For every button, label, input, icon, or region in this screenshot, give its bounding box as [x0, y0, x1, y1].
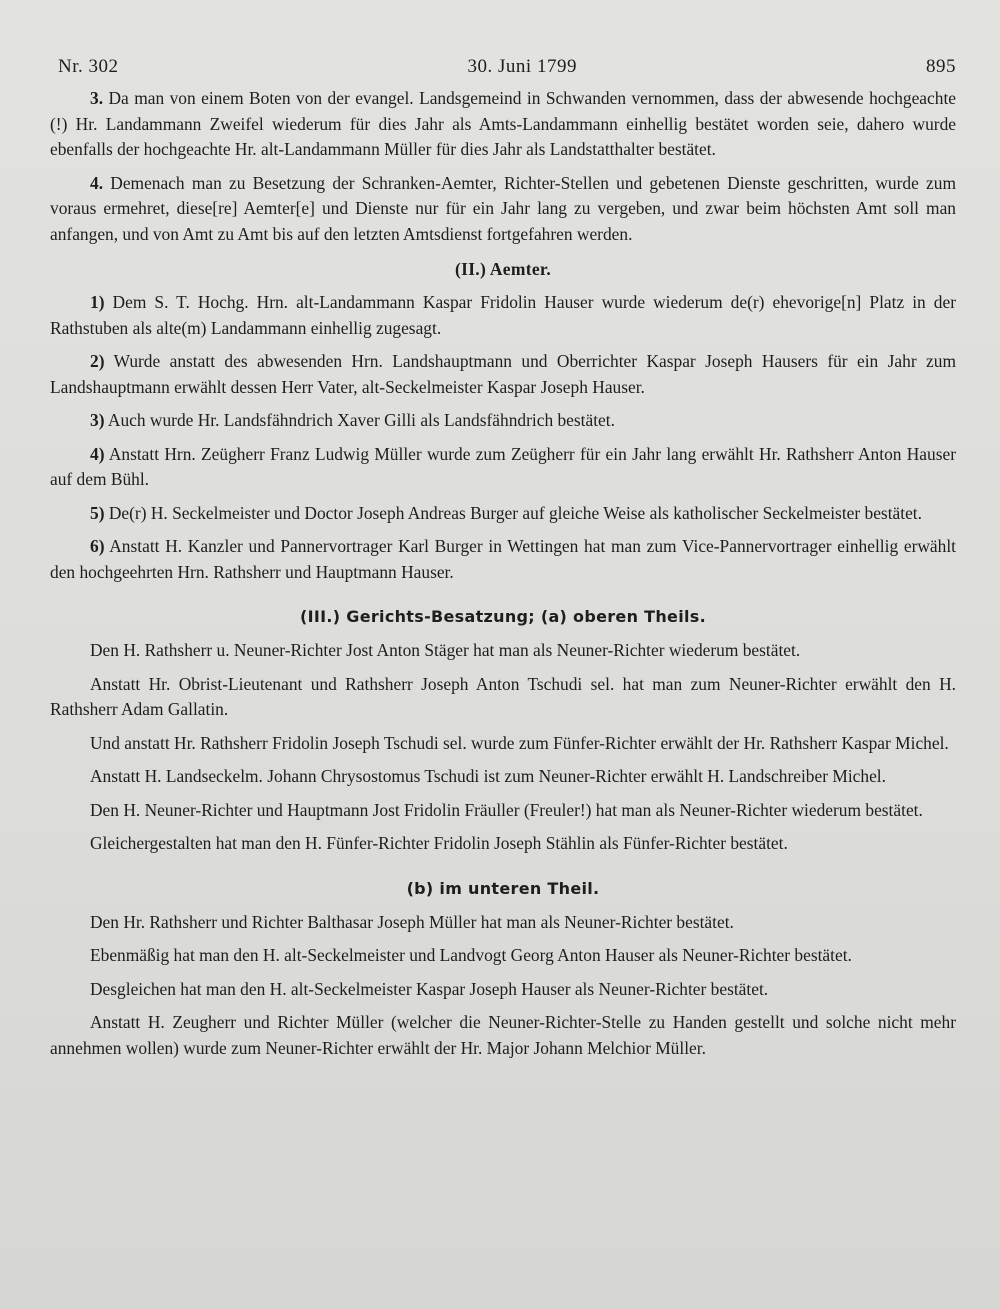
item-number: 3): [90, 410, 105, 430]
oberen-entry: Anstatt Hr. Obrist-Lieutenant und Rathsherr Joseph Anton Tschudi sel. hat man zum Neuner-Richter erwählt den H. Rathsherr Adam Gallatin.: [50, 673, 956, 719]
unteren-entry: Den Hr. Rathsherr und Richter Balthasar Joseph Müller hat man als Neuner-Richter bestätet.: [90, 911, 734, 932]
document-number: Nr. 302: [58, 56, 119, 77]
oberen-entry: Und anstatt Hr. Rathsherr Fridolin Joseph Tschudi sel. wurde zum Fünfer-Richter erwählt der Hr. Rathsherr Kaspar Michel.: [90, 732, 949, 753]
item-text: De(r) H. Seckelmeister und Doctor Joseph Andreas Burger auf gleiche Weise als katholischer Seckelmeister bestätet.: [104, 502, 922, 523]
item-number: 2): [90, 351, 105, 371]
paragraph-3: [50, 86, 956, 163]
paragraph-number: 3.: [90, 88, 104, 108]
paragraph-text: Da man von einem Boten von der evangel. Landsgemeind in Schwanden vernommen, dass der abwesende hochgeachte (!) Hr. Landammann Zweifel wiederum für dies Jahr als Amts-Landammann einhellig bestätet worden seie, dahero wurde ebenfalls der hochgeachte Hr. alt-Landammann Müller für dies Jahr als Landstatthalter bestätet.: [50, 88, 956, 159]
oberen-entry: Gleichergestalten hat man den H. Fünfer-Richter Fridolin Joseph Stählin als Fünfer-Richter bestätet.: [90, 833, 788, 853]
page-number: 895: [926, 56, 956, 77]
item-text: Anstatt H. Kanzler und Pannervortrager Karl Burger in Wettingen hat man zum Vice-Pannervortrager einhellig erwählt den hochgeehrten Hrn. Rathsherr und Hauptmann Hauser.: [50, 536, 956, 582]
aemter-item-2: [50, 349, 956, 400]
item-text: Dem S. T. Hochg. Hrn. alt-Landammann Kaspar Fridolin Hauser wurde wiederum de(r) ehevorige[n] Platz in der Rathstuben als alte(m) Landammann einhellig zugesagt.: [50, 292, 956, 338]
item-text: Auch wurde Hr. Landsfähndrich Xaver Gilli als Landsfähndrich bestätet.: [104, 410, 615, 430]
section-heading-aemter: (II.) Aemter.: [454, 259, 552, 279]
aemter-item-4: [50, 442, 956, 493]
item-number: 6): [90, 536, 105, 556]
paragraph-text: Demenach man zu Besetzung der Schranken-Aemter, Richter-Stellen und gebetenen Dienste geschritten, wurde zum voraus ermehret, diese[re] Aemter[e] und Dienste nur für ein Jahr lang zu vergeben, und zwar beim höchsten Amt soll man anfangen, und von Amt zu Amt bis auf den letzten Amtsdienst fortgefahren werden.: [50, 172, 956, 244]
unteren-entry: Anstatt H. Zeugherr und Richter Müller (welcher die Neuner-Richter-Stelle zu Handen gestellt und solche nicht mehr annehmen wollen) wurde zum Neuner-Richter erwählt der Hr. Major Johann Melchior Müller.: [50, 1012, 956, 1058]
unteren-entry: Ebenmäßig hat man den H. alt-Seckelmeister und Landvogt Georg Anton Hauser als Neuner-Richter bestätet.: [90, 945, 852, 965]
item-number: 1): [90, 292, 105, 312]
aemter-item-5: [50, 501, 956, 527]
section-heading-gerichts-besatzung: (III.) Gerichts-Besatzung; (a) oberen Theils.: [300, 607, 706, 626]
page-header: [50, 56, 956, 78]
aemter-item-6: [50, 534, 956, 585]
section-heading-unteren-theil: (b) im unteren Theil.: [406, 878, 600, 898]
item-number: 4): [90, 443, 105, 464]
paragraph-4: [50, 171, 956, 248]
aemter-item-3: [50, 408, 956, 434]
aemter-item-1: [50, 290, 956, 341]
item-text: Anstatt Hrn. Zeügherr Franz Ludwig Müller wurde zum Zeügherr für ein Jahr lang erwählt Hr. Rathsherr Anton Hauser auf dem Bühl.: [50, 443, 956, 489]
oberen-entry: Anstatt H. Landseckelm. Johann Chrysostomus Tschudi ist zum Neuner-Richter erwählt H. Landschreiber Michel.: [90, 766, 886, 786]
oberen-entry: Den H. Rathsherr u. Neuner-Richter Jost Anton Stäger hat man als Neuner-Richter wiederum bestätet.: [90, 640, 801, 660]
oberen-entry: Den H. Neuner-Richter und Hauptmann Jost Fridolin Fräuller (Freuler!) hat man als Neuner-Richter wiederum bestätet.: [90, 799, 923, 820]
item-number: 5): [90, 502, 105, 523]
item-text: Wurde anstatt des abwesenden Hrn. Landshauptmann und Oberrichter Kaspar Joseph Hausers für ein Jahr zum Landshauptmann erwählt dessen Herr Vater, alt-Seckelmeister Kaspar Joseph Hauser.: [50, 351, 956, 397]
paragraph-number: 4.: [90, 172, 104, 193]
document-date: 30. Juni 1799: [467, 56, 577, 77]
unteren-entry: Desgleichen hat man den H. alt-Seckelmeister Kaspar Joseph Hauser als Neuner-Richter bestätet.: [90, 978, 769, 999]
